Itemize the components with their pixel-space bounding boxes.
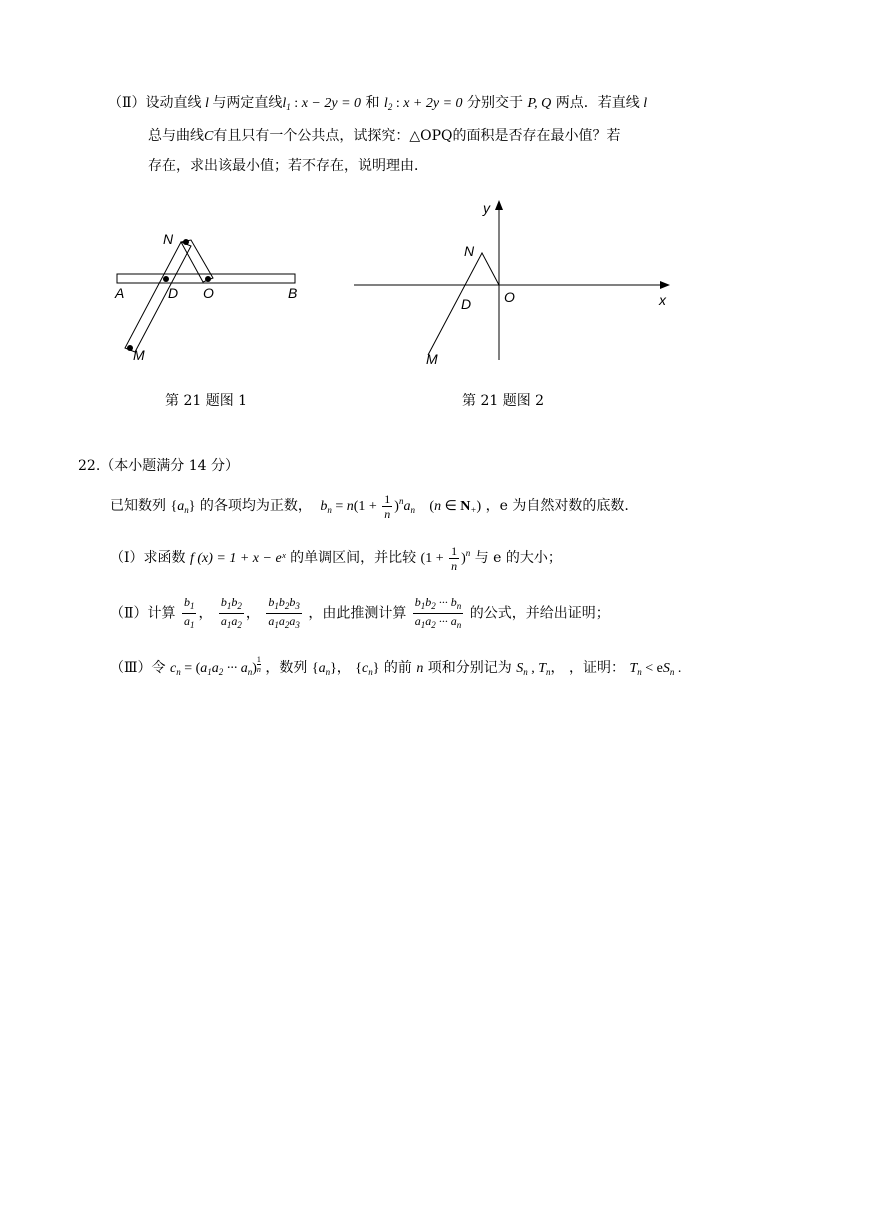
bar-no [181,240,213,282]
q22-p3-d: 的前 [383,660,412,676]
q22-p1-a: （Ⅰ）求函数 [110,550,186,566]
figure-2 [350,195,680,370]
fig1-label-a: A [115,285,125,301]
points-pq: P, Q [527,96,552,111]
q22-p2-b: ，由此推测计算 [308,605,407,622]
q22-part3: （Ⅲ）令 $c_n = (a_1a_2$ ··· $a_n$) $\frac{1}{n}$ ，数列 $\{a_n\}$， $\{c_n\}$ 的前 n 项和分别记为 $S_n$ , $T_n$， ，证明： $T_n < eS_n$ . [110,655,682,677]
q22-heading: 22.（本小题满分 14 分） [78,458,239,474]
fig1-label-b: B [288,285,298,301]
q22-p3-f: ，证明： [569,660,625,676]
q22-intro-b: 的各项均为正数， [199,498,312,514]
figure-1 [105,228,315,368]
q22-intro: 已知数列 $\{a_n\}$ 的各项均为正数， $b_n = n(1$ + $\frac{1}{n}$ )$^na_n$ (n ∈ $N_+$) ，e 为自然对数的底数. [110,491,629,521]
fig2-label-x: x [659,292,666,308]
pivot-o [205,276,211,282]
fig1-label-n: N [163,231,174,247]
q22-intro-a: 已知数列 [110,498,166,514]
pivot-d [163,276,169,282]
part2-text: 与两定直线 [212,95,283,111]
q22-p2-c: 的公式，并给出证明； [469,605,610,622]
q22-p3-c: ， [336,660,351,676]
q22-p3-a: （Ⅲ）令 [110,660,166,676]
part2-line2-a: 总与曲线 [148,128,204,144]
bar-nm [125,242,191,352]
fig1-label-d: D [168,285,179,301]
fig1-label-m: M [133,347,145,363]
q22-p3-b: ，数列 [265,660,308,676]
x-axis-arrow [660,281,670,289]
q22-intro-c: ，e 为自然对数的底数. [485,498,629,514]
curve-c: C [204,129,214,144]
figure-1-caption: 第 21 题图 1 [165,393,248,409]
q22-p1-c: 与 e 的大小； [474,550,562,566]
fig2-label-n: N [464,243,475,259]
pivot-n [183,239,189,245]
q22-p3-e: 项和分别记为 [427,660,512,676]
two-points-text: 两点．若直线 [555,95,640,111]
q22-n-var: n [416,661,424,676]
q22-part2: （Ⅱ）计算 $\frac{b_1}{a_1}$ ， $\frac{b_1b_2}{a_1a_2}$ ， $\frac{b_1b_2b_3}{a_1a_2a_3}$ ，由此推测计算 $\frac{b_1b_2 \cdot\cdot\cdot b_n}{a_1a_2 \cdot\cdot\cdot a_n}$ 的公式，并给出证明； [110,595,610,630]
fig2-label-d: D [461,296,472,312]
q22-p1-b: 的单调区间，并比较 [290,550,417,566]
eq-l2: $l_2$ : x + 2y = 0 [383,96,463,112]
fig2-label-o: O [504,289,515,305]
y-axis-arrow [495,200,503,210]
figure-2-caption: 第 21 题图 2 [462,393,545,409]
q22-part1: （Ⅰ）求函数 f (x) = 1 + x − eˣ 的单调区间，并比较 (1 + $\frac{1}{n}$ )$^n$ 与 e 的大小； [110,543,562,573]
and-text: 和 [365,95,380,111]
fig2-label-m: M [426,351,438,367]
eq-l1: $l_1$ : x − 2y = 0 [282,96,362,112]
q22-p1-func: f (x) = 1 + x − eˣ [189,551,286,566]
fig2-label-y: y [483,200,490,216]
part2-line-2 [148,125,620,148]
part2-line2-b: 有且只有一个公共点，试探究：△OPQ的面积是否存在最小值？若 [213,128,621,144]
q22-p2-a: （Ⅱ）计算 [110,605,176,622]
fig1-label-o: O [203,285,214,301]
part2-line-1: （Ⅱ）设动直线 l 与两定直线$l_1$ : x − 2y = 0 和 $l_2$ : x + 2y = 0 分别交于 P, Q 两点．若直线 l [108,95,648,112]
intersect-text: 分别交于 [466,95,523,111]
part2-line-3: 存在，求出该最小值；若不存在，说明理由． [148,158,428,174]
part2-prefix: （Ⅱ）设动直线 [108,95,202,111]
